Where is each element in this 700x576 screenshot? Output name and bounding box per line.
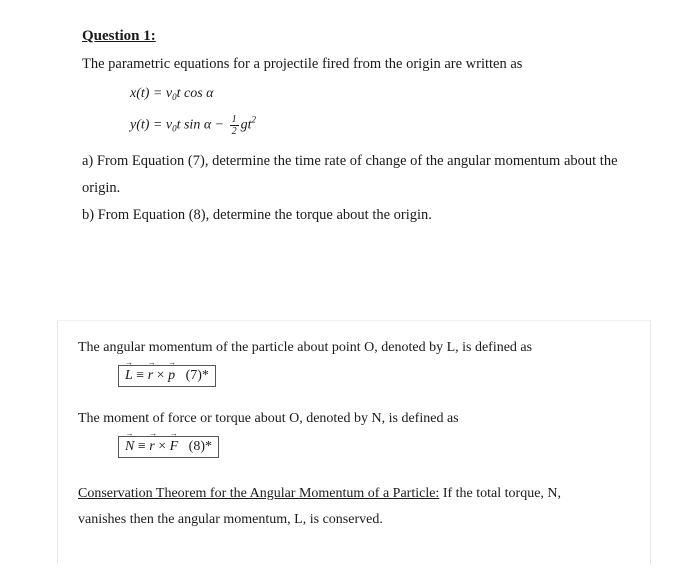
- equation-y-tail: gt: [240, 117, 252, 133]
- equation-8-box: [118, 436, 219, 458]
- conservation-text1: If the total torque, N,: [439, 486, 562, 501]
- conservation-heading: Conservation Theorem for the Angular Momentum of a Particle:: [78, 486, 440, 501]
- equation-y-mid: t sin α −: [176, 117, 225, 133]
- vector-F: → F: [170, 439, 179, 455]
- vector-N: → N: [125, 439, 134, 455]
- fraction-denominator: 2: [231, 126, 237, 137]
- vector-L: → L: [125, 368, 133, 384]
- equation-7-label: (7)*: [185, 368, 209, 383]
- equation-y-exponent: 2: [251, 114, 257, 125]
- torque-definition: The moment of force or torque about O, denoted by N, is defined as: [78, 411, 459, 426]
- part-a-line1: a) From Equation (7), determine the time rate of change of the angular momentum about the: [82, 153, 618, 169]
- vector-p: → p: [168, 368, 175, 384]
- vector-r: → r: [148, 368, 153, 384]
- equation-x-lhs: x(t) = v: [130, 86, 173, 101]
- equation-y-lhs: y(t) = v: [130, 117, 173, 133]
- conservation-line2: vanishes then the angular momentum, L, is conserved.: [78, 512, 383, 527]
- equation-x-rhs: t cos α: [176, 86, 214, 101]
- cross-sign: ×: [153, 368, 169, 383]
- angular-momentum-definition: The angular momentum of the particle about point O, denoted by L, is defined as: [78, 340, 533, 355]
- vector-r: → r: [149, 439, 154, 455]
- part-a-line2: origin.: [82, 180, 121, 196]
- equation-y: [130, 114, 256, 137]
- equation-y-fraction: [230, 114, 239, 137]
- equiv-sign: ≡: [132, 368, 148, 383]
- equation-x: [130, 86, 214, 102]
- equation-8-label: (8)*: [188, 439, 212, 454]
- equation-7-box: [118, 365, 216, 387]
- conservation-line1: [78, 485, 561, 503]
- cross-sign: ×: [154, 439, 170, 454]
- question-title: Question 1:: [82, 28, 156, 44]
- equation-y-subscript: 0: [172, 123, 177, 134]
- question-intro: The parametric equations for a projectile fired from the origin are written as: [82, 56, 523, 72]
- equiv-sign: ≡: [134, 439, 150, 454]
- fraction-numerator: 1: [231, 114, 237, 125]
- equation-x-subscript: 0: [172, 92, 177, 102]
- part-b: b) From Equation (8), determine the torque about the origin.: [82, 207, 432, 223]
